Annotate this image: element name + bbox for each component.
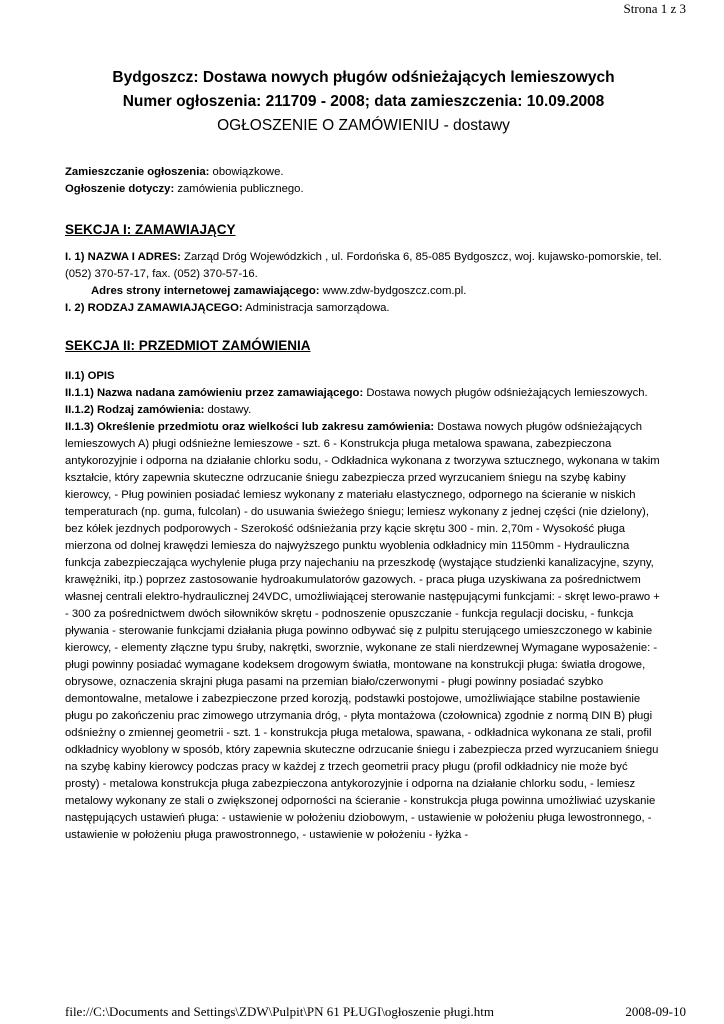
section-2-heading: SEKCJA II: PRZEDMIOT ZAMÓWIENIA — [65, 338, 311, 353]
buyer-type-label: I. 2) RODZAJ ZAMAWIAJĄCEGO: — [65, 302, 243, 314]
file-path: file://C:\Documents and Settings\ZDW\Pulpit\PN 61 PŁUGI\ogłoszenie pługi.htm — [65, 1004, 494, 1019]
page-indicator: Strona 1 z 3 — [623, 1, 686, 16]
buyer-name-value: Zarząd Dróg Wojewódzkich , ul. Fordońska 6, 85-085 Bydgoszcz, woj. kujawsko-pomorskie, tel. (052) 370-57-17, fax. (052) 370-57-16. — [65, 251, 662, 280]
order-scope-value: Dostawa nowych pługów odśnieżających lemieszowych A) pługi odśnieżne lemieszowe - szt. 6 - Konstrukcja pługa metalowa spawana, zabezpieczona antykorozyjnie i odporna na działanie chlorku sodu, - Odkładnica wykonana z tworzywa sztucznego, wykonana w takim kształcie, który zapewnia skuteczne odrzucanie śniegu zabezpiecza przed wyrzucaniem śniegu na szybę kabiny kierowcy, - Pług powinien posiadać lemiesz wykonany z materiału elastycznego, odpornego na ścieranie w niskich temperaturach (np. guma, fulcolan) - do usuwania świeżego śniegu; lemiesz wykonany z jednej części (nie dzielony), bez kółek jezdnych podporowych - Szerokość odśnieżania przy kącie skrętu 300 - min. 2,70m - Wysokość pługa mierzona od dolnej krawędzi lemiesza do najwyższego punktu wyoblenia odkładnicy min 1150mm - Hydrauliczna funkcja zabezpieczająca wychylenie pługa przy najechaniu na przeszkodę (wystające studzienki kanalizacyjne, szyny, krawężniki, itp.) poprzez zastosowanie hydroakumulatorów gazowych. - praca pługa uzyskiwana za pośrednictwem własnej centrali elektro-hydraulicznej 24VDC, umożliwiającej sterowanie następującymi funkcjami: - skręt lewo-prawo + - 300 za pośrednictwem dwóch siłowników skrętu - podnoszenie opuszczanie - funkcja regulacji docisku, - funkcja pływania - sterowanie funkcjami działania pługa powinno odbywać się z pulpitu sterującego umieszczonego w kabinie kierowcy, - elementy złączne typu śruby, nakrętki, sworznie, wykonane ze stali nierdzewnej Wymagane wyposażenie: - pługi powinny posiadać wymagane kodeksem drogowym światła, montowane na konstrukcji pługa: światła drogowe, obrysowe, oznaczenia skrajni pługa pasami na przemian biało/czerwonymi - pługi powinny posiadać szybko demontowalne, metalowe i zabezpieczone przed korozją, podstawki postojowe, umożliwiające stabilne postawienie pługu po zakończeniu prac zimowego utrzymania dróg, - płyta montażowa (czołownica) zgodnie z normą DIN B) pługi odśnieżny o zmiennej geometrii - szt. 1 - konstrukcja pługa metalowa, spawana, - odkładnica wykonana ze stali, profil odkładnicy wyoblony w sposób, który zapewnia skuteczne odrzucanie śniegu i zabezpiecza przed wyrzucaniem śniegu na szybę kabiny kierowcy podczas pracy w każdej z trzech geometrii pracy pługu (profil odkładnicy nie może być prosty) - metalowa konstrukcja pługa zabezpieczona antykorozyjnie i odporna na działanie chlorku sodu, - lemiesz metalowy wykonany ze stali o zwiększonej odporności na ścieranie - konstrukcja pługa powinna umożliwiać uzyskanie następujących ustawień pługa: - ustawienie w położeniu dziobowym, - ustawienie w położeniu pługa lewostronnego, - ustawienie w położeniu pługa prawostronnego, - ustawienie w położeniu - łyżka - — [65, 421, 660, 841]
placement-line — [65, 164, 662, 181]
opis-label: II.1) OPIS — [65, 370, 115, 382]
order-kind — [65, 402, 662, 419]
order-name — [65, 385, 662, 402]
placement-label: Zamieszczanie ogłoszenia: — [65, 166, 210, 178]
section-1-heading: SEKCJA I: ZAMAWIAJĄCY — [65, 222, 236, 237]
print-date: 2008-09-10 — [625, 1004, 686, 1019]
announcement-number: Numer ogłoszenia: 211709 - 2008; data zamieszczenia: 10.09.2008 — [122, 93, 605, 110]
order-kind-label: II.1.2) Rodzaj zamówienia: — [65, 404, 205, 416]
buyer-type-value: Administracja samorządowa. — [242, 302, 390, 314]
order-name-label: II.1.1) Nazwa nadana zamówieniu przez zamawiającego: — [65, 387, 364, 399]
opis-heading — [65, 368, 662, 385]
buyer-name-address — [65, 249, 662, 283]
order-kind-value: dostawy. — [204, 404, 252, 416]
order-name-value: Dostawa nowych pługów odśnieżających lemieszowych. — [363, 387, 648, 399]
document-title: Bydgoszcz: Dostawa nowych pługów odśnieżających lemieszowych — [112, 69, 615, 86]
buyer-website — [65, 283, 662, 300]
buyer-website-label: Adres strony internetowej zamawiającego: — [91, 285, 320, 297]
buyer-type — [65, 300, 662, 317]
placement-value: obowiązkowe. — [209, 166, 284, 178]
concerns-value: zamówienia publicznego. — [174, 183, 304, 195]
page-footer — [65, 1004, 686, 1020]
buyer-website-link[interactable]: www.zdw-bydgoszcz.com.pl. — [319, 285, 467, 297]
concerns-line — [65, 181, 662, 198]
announcement-type: OGŁOSZENIE O ZAMÓWIENIU - dostawy — [217, 117, 510, 134]
order-scope — [65, 419, 662, 844]
buyer-name-label: I. 1) NAZWA I ADRES: — [65, 251, 181, 263]
concerns-label: Ogłoszenie dotyczy: — [65, 183, 175, 195]
order-scope-label: II.1.3) Określenie przedmiotu oraz wielkości lub zakresu zamówienia: — [65, 421, 435, 433]
document-body — [65, 66, 662, 844]
